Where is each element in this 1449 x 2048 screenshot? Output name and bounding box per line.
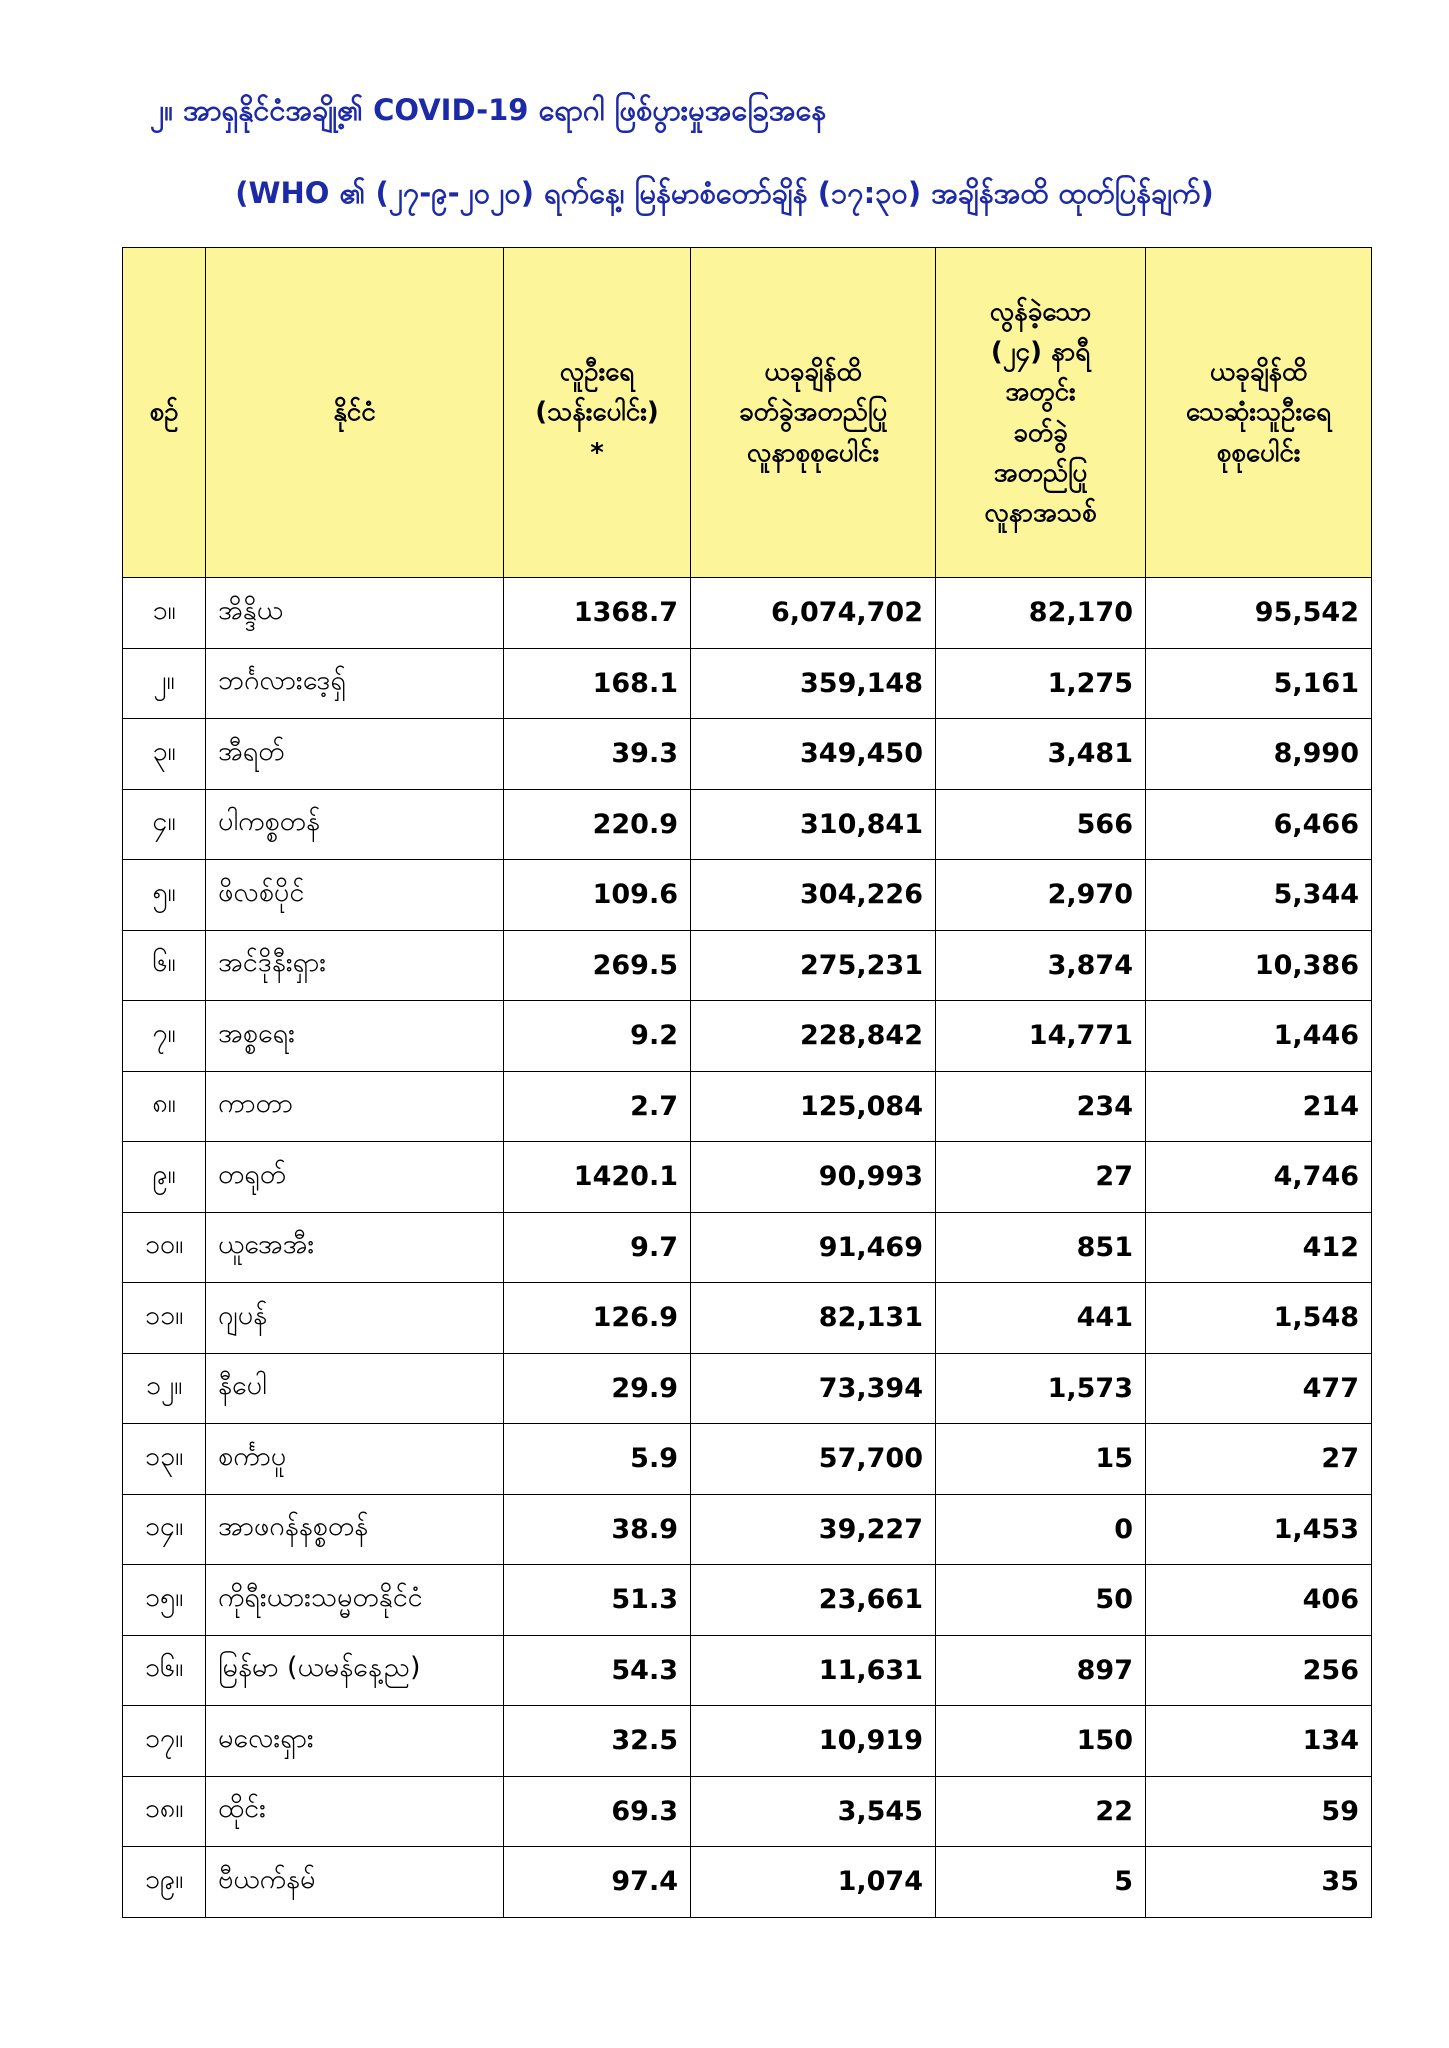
cell-total-cases: 359,148 [691, 648, 936, 719]
cell-population: 220.9 [504, 789, 691, 860]
cell-country: အိန္ဒိယ [206, 578, 504, 649]
cell-population: 29.9 [504, 1353, 691, 1424]
table-row [123, 719, 1372, 790]
cell-serial: ၁၀။ [123, 1212, 206, 1283]
cell-total-cases: 57,700 [691, 1424, 936, 1495]
cell-country: ဂျပန် [206, 1283, 504, 1354]
cell-serial: ၁၉။ [123, 1847, 206, 1918]
cell-new-cases: 82,170 [936, 578, 1146, 649]
cell-total-cases: 10,919 [691, 1706, 936, 1777]
table-body [123, 578, 1372, 1918]
table-row [123, 860, 1372, 931]
cell-country: နီပေါ [206, 1353, 504, 1424]
cell-total-deaths: 5,161 [1146, 648, 1372, 719]
cell-serial: ၁၄။ [123, 1494, 206, 1565]
cell-serial: ၁။ [123, 578, 206, 649]
table-row [123, 1847, 1372, 1918]
covid-table [122, 247, 1372, 1918]
header-line: အတွင်း [1005, 377, 1076, 408]
header-serial [123, 248, 206, 578]
cell-serial: ၁၆။ [123, 1635, 206, 1706]
cell-country: မလေးရှား [206, 1706, 504, 1777]
cell-total-cases: 91,469 [691, 1212, 936, 1283]
cell-total-cases: 304,226 [691, 860, 936, 931]
cell-population: 69.3 [504, 1776, 691, 1847]
cell-new-cases: 5 [936, 1847, 1146, 1918]
table-row [123, 1001, 1372, 1072]
header-line: စုစုပေါင်း [1216, 437, 1301, 468]
header-line: လူနာစုစုပေါင်း [746, 437, 880, 468]
cell-country: ဖိလစ်ပိုင် [206, 860, 504, 931]
cell-population: 39.3 [504, 719, 691, 790]
cell-total-cases: 23,661 [691, 1565, 936, 1636]
cell-new-cases: 3,874 [936, 930, 1146, 1001]
cell-new-cases: 566 [936, 789, 1146, 860]
cell-country: ထိုင်း [206, 1776, 504, 1847]
cell-serial: ၃။ [123, 719, 206, 790]
cell-population: 51.3 [504, 1565, 691, 1636]
cell-country: အစ္စရေး [206, 1001, 504, 1072]
cell-total-deaths: 214 [1146, 1071, 1372, 1142]
cell-total-cases: 125,084 [691, 1071, 936, 1142]
cell-population: 5.9 [504, 1424, 691, 1495]
header-line: အတည်ပြု [993, 457, 1088, 488]
cell-total-cases: 349,450 [691, 719, 936, 790]
cell-total-deaths: 6,466 [1146, 789, 1372, 860]
cell-total-deaths: 59 [1146, 1776, 1372, 1847]
table-row [123, 1565, 1372, 1636]
cell-total-deaths: 8,990 [1146, 719, 1372, 790]
cell-total-cases: 11,631 [691, 1635, 936, 1706]
cell-total-cases: 228,842 [691, 1001, 936, 1072]
cell-serial: ၁၅။ [123, 1565, 206, 1636]
cell-total-deaths: 5,344 [1146, 860, 1372, 931]
cell-new-cases: 14,771 [936, 1001, 1146, 1072]
cell-total-deaths: 95,542 [1146, 578, 1372, 649]
cell-serial: ၂။ [123, 648, 206, 719]
header-line: ခတ်ခွဲ [1013, 417, 1068, 448]
cell-total-deaths: 256 [1146, 1635, 1372, 1706]
cell-serial: ၁၂။ [123, 1353, 206, 1424]
cell-new-cases: 3,481 [936, 719, 1146, 790]
cell-new-cases: 1,275 [936, 648, 1146, 719]
table-row [123, 648, 1372, 719]
cell-country: တရုတ် [206, 1142, 504, 1213]
cell-total-deaths: 406 [1146, 1565, 1372, 1636]
cell-total-cases: 39,227 [691, 1494, 936, 1565]
cell-total-cases: 1,074 [691, 1847, 936, 1918]
cell-total-deaths: 1,446 [1146, 1001, 1372, 1072]
cell-serial: ၆။ [123, 930, 206, 1001]
cell-serial: ၇။ [123, 1001, 206, 1072]
header-country [206, 248, 504, 578]
cell-total-deaths: 477 [1146, 1353, 1372, 1424]
table-row [123, 1706, 1372, 1777]
cell-new-cases: 2,970 [936, 860, 1146, 931]
cell-serial: ၅။ [123, 860, 206, 931]
cell-serial: ၄။ [123, 789, 206, 860]
page-subtitle: (WHO ၏ (၂၇-၉-၂၀၂၀) ရက်နေ့၊ မြန်မာစံတော်ချိန် (၁၇:၃၀) အချိန်အထိ ထုတ်ပြန်ချက်) [235, 176, 1214, 210]
cell-new-cases: 234 [936, 1071, 1146, 1142]
table-row [123, 1776, 1372, 1847]
table-row [123, 1353, 1372, 1424]
header-line: သေဆုံးသူဦးရေ [1185, 397, 1332, 428]
cell-country: ဘင်္ဂလားဒေ့ရှ် [206, 648, 504, 719]
cell-country: ဗီယက်နမ် [206, 1847, 504, 1918]
cell-country: မြန်မာ (ယမန်နေ့ည) [206, 1635, 504, 1706]
table-row [123, 1494, 1372, 1565]
table-row [123, 1212, 1372, 1283]
cell-country: စင်္ကာပူ [206, 1424, 504, 1495]
cell-new-cases: 50 [936, 1565, 1146, 1636]
cell-total-cases: 3,545 [691, 1776, 936, 1847]
cell-new-cases: 0 [936, 1494, 1146, 1565]
cell-serial: ၈။ [123, 1071, 206, 1142]
table-row [123, 1424, 1372, 1495]
cell-total-cases: 82,131 [691, 1283, 936, 1354]
cell-new-cases: 27 [936, 1142, 1146, 1213]
cell-new-cases: 851 [936, 1212, 1146, 1283]
cell-country: ကိုရီးယားသမ္မတနိုင်ငံ [206, 1565, 504, 1636]
cell-population: 168.1 [504, 648, 691, 719]
cell-new-cases: 15 [936, 1424, 1146, 1495]
cell-new-cases: 150 [936, 1706, 1146, 1777]
header-line: လူဦးရေ [559, 357, 635, 388]
page-title: ၂။ အာရှနိုင်ငံအချို့၏ COVID-19 ရောဂါ ဖြစ်ပွားမှုအခြေအနေ [150, 93, 827, 127]
header-population [504, 248, 691, 578]
cell-population: 2.7 [504, 1071, 691, 1142]
cell-country: အင်ဒိုနီးရှား [206, 930, 504, 1001]
table-row [123, 1283, 1372, 1354]
cell-country: ပါကစ္စတန် [206, 789, 504, 860]
cell-country: ကာတာ [206, 1071, 504, 1142]
cell-new-cases: 897 [936, 1635, 1146, 1706]
table-row [123, 1142, 1372, 1213]
header-line: * [590, 437, 604, 468]
cell-total-cases: 310,841 [691, 789, 936, 860]
cell-country: အီရတ် [206, 719, 504, 790]
cell-total-deaths: 412 [1146, 1212, 1372, 1283]
cell-population: 97.4 [504, 1847, 691, 1918]
header-line: နိုင်ငံ [333, 397, 376, 428]
cell-new-cases: 441 [936, 1283, 1146, 1354]
header-line: လူနာအသစ် [984, 498, 1097, 529]
cell-total-deaths: 1,453 [1146, 1494, 1372, 1565]
cell-population: 109.6 [504, 860, 691, 931]
cell-serial: ၁၁။ [123, 1283, 206, 1354]
cell-total-deaths: 1,548 [1146, 1283, 1372, 1354]
header-line: လွန်ခဲ့သော [989, 296, 1092, 327]
header-row [123, 248, 1372, 578]
cell-total-deaths: 35 [1146, 1847, 1372, 1918]
header-total-cases [691, 248, 936, 578]
cell-population: 269.5 [504, 930, 691, 1001]
cell-new-cases: 22 [936, 1776, 1146, 1847]
cell-population: 1420.1 [504, 1142, 691, 1213]
header-line: (၂၄) နာရီ [990, 336, 1091, 367]
cell-total-cases: 90,993 [691, 1142, 936, 1213]
cell-total-deaths: 134 [1146, 1706, 1372, 1777]
cell-population: 9.7 [504, 1212, 691, 1283]
cell-total-cases: 73,394 [691, 1353, 936, 1424]
header-line: ယခုချိန်ထိ [764, 357, 862, 388]
cell-serial: ၁၃။ [123, 1424, 206, 1495]
cell-country: အာဖဂန်နစ္စတန် [206, 1494, 504, 1565]
cell-serial: ၁၈။ [123, 1776, 206, 1847]
cell-total-deaths: 10,386 [1146, 930, 1372, 1001]
header-total-deaths [1146, 248, 1372, 578]
table-row [123, 578, 1372, 649]
cell-total-cases: 275,231 [691, 930, 936, 1001]
table-row [123, 789, 1372, 860]
cell-population: 9.2 [504, 1001, 691, 1072]
header-line: (သန်းပေါင်း) [535, 397, 659, 428]
cell-population: 126.9 [504, 1283, 691, 1354]
cell-new-cases: 1,573 [936, 1353, 1146, 1424]
cell-country: ယူအေအီး [206, 1212, 504, 1283]
cell-serial: ၉။ [123, 1142, 206, 1213]
cell-total-cases: 6,074,702 [691, 578, 936, 649]
cell-population: 1368.7 [504, 578, 691, 649]
header-line: ယခုချိန်ထိ [1209, 357, 1308, 388]
cell-population: 38.9 [504, 1494, 691, 1565]
cell-population: 32.5 [504, 1706, 691, 1777]
table-row [123, 1071, 1372, 1142]
cell-total-deaths: 27 [1146, 1424, 1372, 1495]
cell-serial: ၁၇။ [123, 1706, 206, 1777]
table-row [123, 1635, 1372, 1706]
cell-total-deaths: 4,746 [1146, 1142, 1372, 1213]
cell-population: 54.3 [504, 1635, 691, 1706]
header-new-cases [936, 248, 1146, 578]
header-line: စဉ် [149, 397, 179, 428]
table-row [123, 930, 1372, 1001]
header-line: ခတ်ခွဲအတည်ပြု [738, 397, 888, 428]
